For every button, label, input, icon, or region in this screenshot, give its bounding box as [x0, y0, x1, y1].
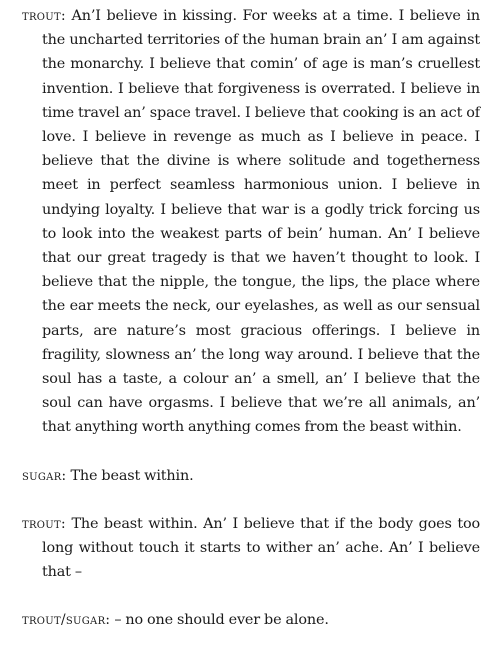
dialogue-text: An’I believe in kissing. For weeks at a time. I believe in the uncharted territories of the human brain an’ I am against the monarchy. I believe that comin’ of age is man’s cruellest invention. I believe that forgiveness is overrated. I believe in time travel an’ space travel. I believe that cooking is an act of love. I believe in revenge as much as I believe in peace. I believe that the divine is where solitude and togetherness meet in perfect seamless harmonious union. I believe in undying loyalty. I believe that war is a godly trick forcing us to look into the weakest parts of bein’ human. An’ I believe that our great tragedy is that we haven’t thought to look. I believe that the nipple, the tongue, the lips, the place where the ear meets the neck, our eyelashes, as well as our sensual parts, are nature’s most gracious offerings. I believe in fragility, slowness an’ the long way around. I believe that the soul has a taste, a colour an’ a smell, an’ I believe that the soul can have orgasms. I believe that we’re all animals, an’ that anything worth anything comes from the beast within.: [42, 8, 480, 436]
dialogue-text: – no one should ever be alone.: [114, 612, 329, 629]
dialogue-text: The beast within.: [70, 467, 194, 484]
dialogue-trout-2: [22, 512, 480, 585]
speaker-label: trout:: [22, 8, 66, 24]
dialogue-sugar-1: [22, 464, 480, 488]
script-page: [22, 4, 480, 657]
dialogue-text: The beast within. An’ I believe that if the body goes too long without touch it starts to wither an’ ache. An’ I believe that –: [42, 515, 480, 581]
dialogue-trout-sugar: [22, 608, 480, 632]
dialogue-trout-1: [22, 4, 480, 440]
speaker-label: trout:: [22, 515, 66, 532]
speaker-label: sugar:: [22, 467, 67, 484]
speaker-label: trout/sugar:: [22, 612, 111, 629]
